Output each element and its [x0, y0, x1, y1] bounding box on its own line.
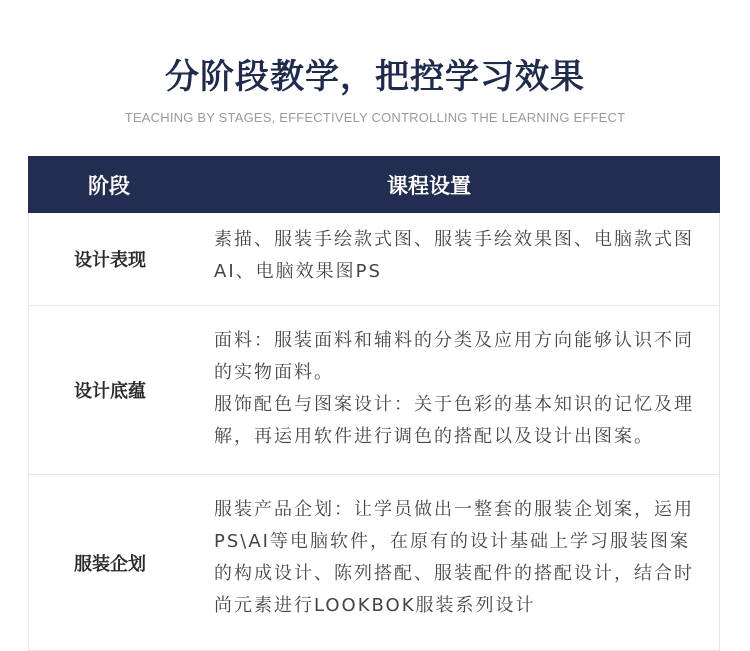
stage-cell: 设计表现 — [74, 250, 146, 271]
course-cell — [191, 213, 719, 305]
course-table — [28, 156, 720, 651]
course-line: 服装产品企划：让学员做出一整套的服装企划案，运用PS\AI等电脑软件，在原有的设计基础上学习服装图案的构成设计、陈列搭配、服装配件的搭配设计，结合时尚元素进行LOOKBOK服装系列设计 — [214, 499, 694, 616]
course-cell — [191, 306, 719, 474]
column-header-course: 课程设置 — [387, 173, 471, 198]
course-line: 服饰配色与图案设计：关于色彩的基本知识的记忆及理解，再运用软件进行调色的搭配以及设计出图案。 — [214, 394, 694, 447]
table-row — [28, 213, 720, 306]
page-subtitle: TEACHING BY STAGES, EFFECTIVELY CONTROLLING THE LEARNING EFFECT — [124, 110, 626, 125]
page-title: 分阶段教学，把控学习效果 — [165, 57, 585, 97]
table-row — [28, 306, 720, 475]
table-header — [28, 156, 720, 213]
course-line: 素描、服装手绘款式图、服装手绘效果图、电脑款式图AI、电脑效果图PS — [214, 229, 694, 282]
course-cell — [191, 475, 719, 650]
column-header-stage: 阶段 — [88, 173, 130, 198]
course-line: 面料：服装面料和辅料的分类及应用方向能够认识不同的实物面料。 — [214, 330, 694, 383]
stage-cell: 服装企划 — [74, 553, 146, 575]
table-row — [28, 475, 720, 651]
stage-cell: 设计底蕴 — [74, 381, 146, 402]
